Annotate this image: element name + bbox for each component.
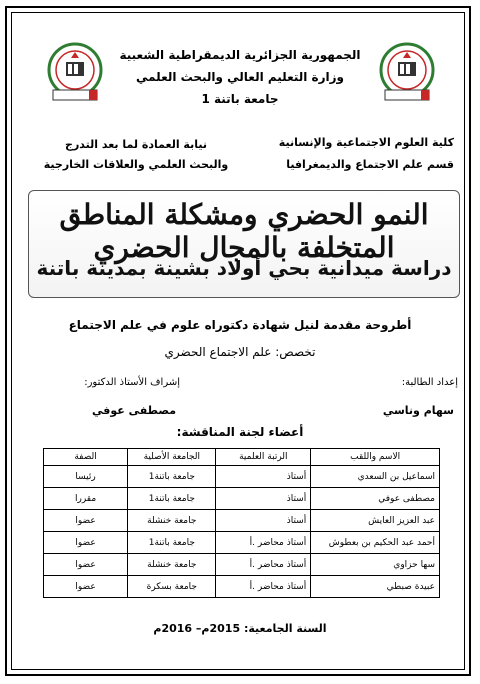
member-rank: أستاذ: [216, 488, 311, 510]
member-rank: أستاذ محاضر .أ: [216, 532, 311, 554]
member-university: جامعة باتنة1: [128, 466, 216, 488]
member-name: عبيدة صبطي: [311, 576, 440, 598]
member-rank: أستاذ محاضر .أ: [216, 576, 311, 598]
table-row: [44, 510, 440, 532]
thesis-purpose: أطروحة مقدمة لنيل شهادة دكتوراه علوم في علم الاجتماع: [68, 318, 412, 332]
department-name: قسم علم الاجتماع والديمغرافيا: [286, 158, 454, 171]
column-header: الرتبة العلمية: [216, 449, 311, 466]
thesis-title: النمو الحضري ومشكلة المناطق المتخلفة بالمجال الحضري: [59, 198, 429, 264]
member-name: عبد العزيز العايش: [311, 510, 440, 532]
member-name: مصطفى عوفي: [311, 488, 440, 510]
member-rank: أستاذ: [216, 466, 311, 488]
faculty-name: كلية العلوم الاجتماعية والإنسانية: [278, 136, 454, 149]
table-row: [44, 466, 440, 488]
header-ministry: وزارة التعليم العالي والبحث العلمي: [135, 70, 345, 84]
member-name: سها حزاوي: [311, 554, 440, 576]
header-university: جامعة باتنة 1: [201, 92, 279, 106]
member-university: جامعة خنشلة: [128, 510, 216, 532]
academic-year: السنة الجامعية: 2015م– 2016م: [153, 622, 327, 635]
member-name: أحمد عبد الحكيم بن بعطوش: [311, 532, 440, 554]
table-header-row: [44, 449, 440, 466]
column-header: الاسم واللقب: [311, 449, 440, 466]
header-republic: الجمهورية الجزائرية الديمقراطية الشعبية: [119, 48, 361, 62]
student-name: سهام وناسي: [382, 404, 454, 417]
committee-table: [43, 448, 440, 598]
committee-heading: أعضاء لجنة المناقشة:: [176, 425, 304, 439]
column-header: الصفة: [44, 449, 128, 466]
member-university: جامعة خنشلة: [128, 554, 216, 576]
thesis-specialty: تخصص: علم الاجتماع الحضري: [164, 345, 316, 359]
member-role: عضوا: [44, 532, 128, 554]
vice-deanship: نيابة العمادة لما بعد التدرج: [65, 138, 207, 151]
member-role: عضوا: [44, 576, 128, 598]
member-role: عضوا: [44, 510, 128, 532]
table-row: [44, 488, 440, 510]
supervisor-name: مصطفى عوفي: [92, 404, 176, 417]
student-label: إعداد الطالبة:: [401, 377, 458, 388]
member-role: مقررا: [44, 488, 128, 510]
vice-deanship-research: والبحث العلمي والعلاقات الخارجية: [43, 158, 229, 171]
member-rank: أستاذ محاضر .أ: [216, 554, 311, 576]
member-name: اسماعيل بن السعدي: [311, 466, 440, 488]
member-role: عضوا: [44, 554, 128, 576]
member-university: جامعة باتنة1: [128, 488, 216, 510]
table-row: [44, 554, 440, 576]
member-university: جامعة باتنة1: [128, 532, 216, 554]
thesis-subtitle: دراسة ميدانية بحي أولاد بشينة بمدينة باتنة: [36, 256, 452, 280]
member-university: جامعة بسكرة: [128, 576, 216, 598]
member-rank: أستاذ: [216, 510, 311, 532]
column-header: الجامعة الأصلية: [128, 449, 216, 466]
table-row: [44, 576, 440, 598]
member-role: رئيسا: [44, 466, 128, 488]
table-row: [44, 532, 440, 554]
supervisor-label: إشراف الأستاذ الدكتور:: [84, 377, 180, 388]
